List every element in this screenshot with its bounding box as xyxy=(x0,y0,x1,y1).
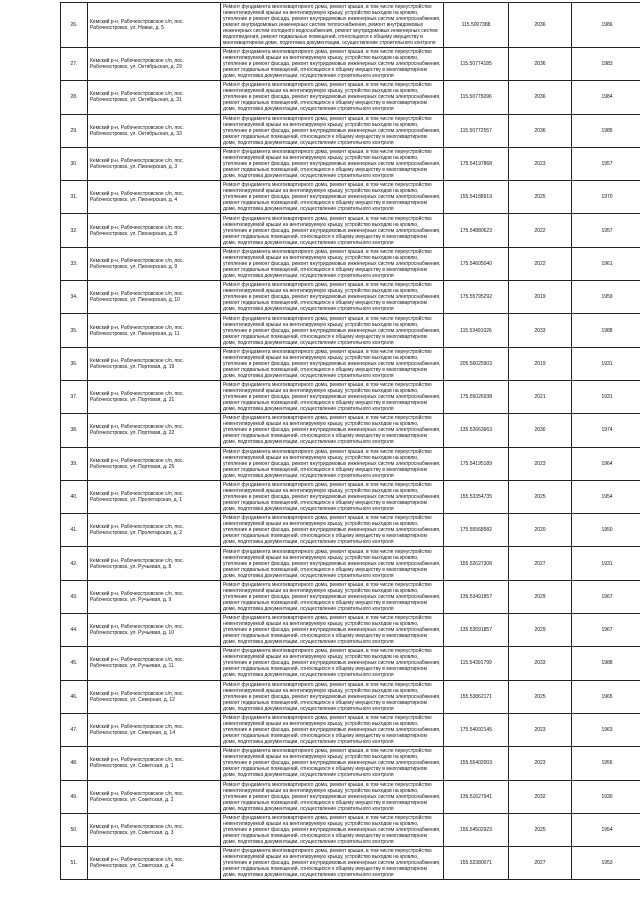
address-cell: Кемский р-н, Рабочеостровское с/п, пос. Рабочеостровск, ул. Пионерская, д. 11 xyxy=(88,314,221,347)
planned-year-cell: 2030 xyxy=(509,414,572,447)
cost-cell: 175.54197868 xyxy=(444,147,509,180)
works-cell: Ремонт фундамента многоквартирного дома, ремонт крыши, в том числе переустройство невентилируемой крыши на вентилируемую крышу, устройство выходов на кровлю, утепление и ремонт фасада, ремонт внутридомовых инженерных систем электроснабжения, ремонт подвальных помещений, относящихся к общему имуществу в многоквартирном доме, подготовка документации, осуществление строительного контроля xyxy=(221,347,444,380)
planned-year-cell: 2029 xyxy=(509,580,572,613)
address-cell: Кемский р-н, Рабочеостровское с/п, пос. Рабочеостровск, ул. Октябрьская, д. 33 xyxy=(88,114,221,147)
table-row xyxy=(61,314,640,347)
cost-cell: 175.54092145 xyxy=(444,713,509,746)
built-year-cell: 1983 xyxy=(572,48,640,81)
address-cell: Кемский р-н, Рабочеостровское с/п, пос. Рабочеостровск, ул. Портовая, д. 21 xyxy=(88,380,221,413)
cost-cell: 175.54605040 xyxy=(444,247,509,280)
registry-table xyxy=(60,2,640,880)
address-cell: Кемский р-н, Рабочеостровское с/п, пос. Рабочеостровск, ул. Пионерская, д. 10 xyxy=(88,281,221,314)
table-row xyxy=(61,480,640,513)
works-cell: Ремонт фундамента многоквартирного дома, ремонт крыши, в том числе переустройство невентилируемой крыши на вентилируемую крышу, устройство выходов на кровлю, утепление и ремонт фасада, ремонт внутридомовых инженерных систем электроснабжения, ремонт подвальных помещений, относящихся к общему имуществу в многоквартирном доме, подготовка документации, осуществление строительного контроля xyxy=(221,713,444,746)
built-year-cell: 1984 xyxy=(572,81,640,114)
address-cell: Кемский р-н, Рабочеостровское с/п, пос. Рабочеостровск, ул. Пионерская, д. 3 xyxy=(88,147,221,180)
planned-year-cell: 2033 xyxy=(509,314,572,347)
planned-year-cell: 2029 xyxy=(509,614,572,647)
table-row xyxy=(61,747,640,780)
row-number: 40. xyxy=(61,480,88,513)
planned-year-cell: 2019 xyxy=(509,281,572,314)
works-cell: Ремонт фундамента многоквартирного дома, ремонт крыши, в том числе переустройство невентилируемой крыши на вентилируемую крышу, устройство выходов на кровлю, утепление и ремонт фасада, ремонт внутридомовых инженерных систем электроснабжения, ремонт подвальных помещений, относящихся к общему имуществу в многоквартирном доме, подготовка документации, осуществление строительного контроля xyxy=(221,480,444,513)
cost-cell: 155.52380071 xyxy=(444,847,509,880)
planned-year-cell: 2036 xyxy=(509,114,572,147)
address-cell: Кемский р-н, Рабочеостровское с/п, пос. Рабочеостровск, ул. Новая, д. 5 xyxy=(88,3,221,48)
planned-year-cell: 2021 xyxy=(509,380,572,413)
address-cell: Кемский р-н, Рабочеостровское с/п, пос. Рабочеостровск, ул. Портовая, д. 22 xyxy=(88,414,221,447)
cost-cell: 175.55568582 xyxy=(444,514,509,547)
cost-cell: 175.55795292 xyxy=(444,281,509,314)
built-year-cell: 1930 xyxy=(572,780,640,813)
table-row xyxy=(61,414,640,447)
row-number: 47. xyxy=(61,713,88,746)
table-row xyxy=(61,713,640,746)
works-cell: Ремонт фундамента многоквартирного дома, ремонт крыши, в том числе переустройство невентилируемой крыши на вентилируемую крышу, устройство выходов на кровлю, утепление и ремонт фасада, ремонт внутридомовых инженерных систем электроснабжения, ремонт подвальных помещений, относящихся к общему имуществу в многоквартирном доме, подготовка документации, осуществление строительного контроля xyxy=(221,214,444,247)
works-cell: Ремонт фундамента многоквартирного дома, ремонт крыши, в том числе переустройство невентилируемой крыши на вентилируемую крышу, устройство выходов на кровлю, утепление и ремонт фасада, ремонт внутридомовых инженерных систем электроснабжения, ремонт подвальных помещений, относящихся к общему имуществу в многоквартирном доме, подготовка документации, осуществление строительного контроля xyxy=(221,114,444,147)
planned-year-cell: 2025 xyxy=(509,813,572,846)
table-row xyxy=(61,680,640,713)
row-number: 49. xyxy=(61,780,88,813)
planned-year-cell: 2025 xyxy=(509,680,572,713)
works-cell: Ремонт фундамента многоквартирного дома, ремонт крыши, в том числе переустройство невентилируемой крыши на вентилируемую крышу, устройство выходов на кровлю, утепление и ремонт фасада, ремонт внутридомовых инженерных систем электроснабжения, ремонт подвальных помещений, относящихся к общему имуществу в многоквартирном доме, подготовка документации, осуществление строительного контроля xyxy=(221,414,444,447)
built-year-cell: 1988 xyxy=(572,647,640,680)
planned-year-cell: 2025 xyxy=(509,480,572,513)
table-row xyxy=(61,547,640,580)
registry-table-body xyxy=(61,3,640,880)
built-year-cell: 1964 xyxy=(572,447,640,480)
address-cell: Кемский р-н, Рабочеостровское с/п, пос. Рабочеостровск, ул. Ручьевая, д. 9 xyxy=(88,580,221,613)
cost-cell: 115.54391799 xyxy=(444,647,509,680)
row-number: 32. xyxy=(61,214,88,247)
table-row xyxy=(61,181,640,214)
built-year-cell: 1967 xyxy=(572,614,640,647)
row-number: 46. xyxy=(61,680,88,713)
table-row xyxy=(61,447,640,480)
address-cell: Кемский р-н, Рабочеостровское с/п, пос. Рабочеостровск, ул. Ручьевая, д. 11 xyxy=(88,647,221,680)
row-number: 37. xyxy=(61,380,88,413)
address-cell: Кемский р-н, Рабочеостровское с/п, пос. Рабочеостровск, ул. Октябрьская, д. 29 xyxy=(88,48,221,81)
table-row xyxy=(61,780,640,813)
table-row xyxy=(61,214,640,247)
row-number: 29. xyxy=(61,114,88,147)
cost-cell: 115.50775096 xyxy=(444,81,509,114)
planned-year-cell: 2036 xyxy=(509,3,572,48)
built-year-cell: 1974 xyxy=(572,414,640,447)
cost-cell: 155.53862171 xyxy=(444,680,509,713)
row-number: 44. xyxy=(61,614,88,647)
works-cell: Ремонт фундамента многоквартирного дома, ремонт крыши, в том числе переустройство невентилируемой крыши на вентилируемую крышу, устройство выходов на кровлю, утепление и ремонт фасада, ремонт внутридомовых инженерных систем электроснабжения, ремонт подвальных помещений, относящихся к общему имуществу в многоквартирном доме, подготовка документации, осуществление строительного контроля xyxy=(221,747,444,780)
works-cell: Ремонт фундамента многоквартирного дома, ремонт крыши, в том числе переустройство невентилируемой крыши на вентилируемую крышу, устройство выходов на кровлю, утепление и ремонт фасада, ремонт внутридомовых инженерных систем электроснабжения, ремонт подвальных помещений, относящихся к общему имуществу в многоквартирном доме, подготовка документации, осуществление строительного контроля xyxy=(221,547,444,580)
cost-cell: 155.55402003 xyxy=(444,747,509,780)
address-cell: Кемский р-н, Рабочеостровское с/п, пос. Рабочеостровск, ул. Пионерская, д. 9 xyxy=(88,247,221,280)
works-cell: Ремонт фундамента многоквартирного дома, ремонт крыши, в том числе переустройство невентилируемой крыши на вентилируемую крышу, устройство выходов на кровлю, утепление и ремонт фасада, ремонт внутридомовых инженерных систем электроснабжения, ремонт подвальных помещений, относящихся к общему имуществу в многоквартирном доме, подготовка документации, осуществление строительного контроля xyxy=(221,780,444,813)
row-number: 36. xyxy=(61,347,88,380)
built-year-cell: 1970 xyxy=(572,181,640,214)
row-number: 45. xyxy=(61,647,88,680)
cost-cell: 155.54188919 xyxy=(444,181,509,214)
row-number: 38. xyxy=(61,414,88,447)
built-year-cell: 1988 xyxy=(572,314,640,347)
cost-cell: 135.52663663 xyxy=(444,414,509,447)
works-cell: Ремонт фундамента многоквартирного дома, ремонт крыши, в том числе переустройство невентилируемой крыши на вентилируемую крышу, устройство выходов на кровлю, утепление и ремонт фасада, ремонт внутридомовых инженерных систем электроснабжения, ремонт подвальных помещений, относящихся к общему имуществу в многоквартирном доме, подготовка документации, осуществление строительного контроля xyxy=(221,847,444,880)
address-cell: Кемский р-н, Рабочеостровское с/п, пос. Рабочеостровск, ул. Ручьевая, д. 10 xyxy=(88,614,221,647)
works-cell: Ремонт фундамента многоквартирного дома, ремонт крыши, в том числе переустройство невентилируемой крыши на вентилируемую крышу, устройство выходов на кровлю, утепление и ремонт фасада, ремонт внутридомовых инженерных систем электроснабжения, ремонт подвальных помещений, относящихся к общему имуществу в многоквартирном доме, подготовка документации, осуществление строительного контроля xyxy=(221,147,444,180)
cost-cell: 135.53591857 xyxy=(444,614,509,647)
planned-year-cell: 2020 xyxy=(509,514,572,547)
built-year-cell: 1950 xyxy=(572,514,640,547)
cost-cell: 135.53491857 xyxy=(444,580,509,613)
works-cell: Ремонт фундамента многоквартирного дома, ремонт крыши, в том числе переустройство невентилируемой крыши на вентилируемую крышу, устройство выходов на кровлю, утепление и ремонт фасада, ремонт внутридомовых инженерных систем электроснабжения, ремонт подвальных помещений, относящихся к общему имуществу в многоквартирном доме, подготовка документации, осуществление строительного контроля xyxy=(221,580,444,613)
built-year-cell: 1931 xyxy=(572,547,640,580)
built-year-cell: 1965 xyxy=(572,680,640,713)
built-year-cell: 1961 xyxy=(572,247,640,280)
row-number: 39. xyxy=(61,447,88,480)
address-cell: Кемский р-н, Рабочеостровское с/п, пос. Рабочеостровск, ул. Советская, д. 2 xyxy=(88,780,221,813)
address-cell: Кемский р-н, Рабочеостровское с/п, пос. Рабочеостровск, ул. Советская, д. 4 xyxy=(88,847,221,880)
cost-cell: 115.5007388 xyxy=(444,3,509,48)
works-cell: Ремонт фундамента многоквартирного дома, ремонт крыши, в том числе переустройство невентилируемой крыши на вентилируемую крышу, устройство выходов на кровлю, утепление и ремонт фасада, ремонт внутридомовых инженерных систем электроснабжения, ремонт подвальных помещений, относящихся к общему имуществу в многоквартирном доме, подготовка документации, осуществление строительного контроля xyxy=(221,813,444,846)
cost-cell: 115.50774185 xyxy=(444,48,509,81)
row-number: 43. xyxy=(61,580,88,613)
cost-cell: 155.52627308 xyxy=(444,547,509,580)
built-year-cell: 1967 xyxy=(572,580,640,613)
cost-cell: 175.55026938 xyxy=(444,380,509,413)
planned-year-cell: 2022 xyxy=(509,214,572,247)
built-year-cell: 1931 xyxy=(572,347,640,380)
built-year-cell: 1959 xyxy=(572,281,640,314)
works-cell: Ремонт фундамента многоквартирного дома, ремонт крыши, в том числе переустройство невентилируемой крыши на вентилируемую крышу, устройство выходов на кровлю, утепление и ремонт фасада, ремонт внутридомовых инженерных систем электроснабжения, ремонт подвальных помещений, относящихся к общему имуществу в многоквартирном доме, подготовка документации, осуществление строительного контроля xyxy=(221,281,444,314)
built-year-cell: 1963 xyxy=(572,713,640,746)
built-year-cell: 1957 xyxy=(572,147,640,180)
planned-year-cell: 2027 xyxy=(509,547,572,580)
built-year-cell: 1954 xyxy=(572,480,640,513)
cost-cell: 155.54502923 xyxy=(444,813,509,846)
works-cell: Ремонт фундамента многоквартирного дома, ремонт крыши, в том числе переустройство невентилируемой крыши на вентилируемую крышу, устройство выходов на кровлю, утепление и ремонт фасада, ремонт внутридомовых инженерных систем электроснабжения, ремонт внутридомовых инженерных систем теплоснабжения, ремонт внутридомовых инженерных систем холодного водоснабжения, ремонт внутридомовых инженерных систем водоотведения, ремонт подвальных помещений, относящихся к общему имуществу в многоквартирном доме, подготовка документации, осуществление строительного контроля xyxy=(221,3,444,48)
address-cell: Кемский р-н, Рабочеостровское с/п, пос. Рабочеостровск, ул. Октябрьская, д. 31 xyxy=(88,81,221,114)
table-row xyxy=(61,247,640,280)
row-number: 48. xyxy=(61,747,88,780)
row-number: 42. xyxy=(61,547,88,580)
address-cell: Кемский р-н, Рабочеостровское с/п, пос. Рабочеостровск, ул. Советская, д. 1 xyxy=(88,747,221,780)
cost-cell: 175.54195189 xyxy=(444,447,509,480)
row-number: 33. xyxy=(61,247,88,280)
planned-year-cell: 2032 xyxy=(509,780,572,813)
address-cell: Кемский р-н, Рабочеостровское с/п, пос. Рабочеостровск, ул. Портовая, д. 25 xyxy=(88,447,221,480)
cost-cell: 175.54880623 xyxy=(444,214,509,247)
table-row xyxy=(61,3,640,48)
planned-year-cell: 2023 xyxy=(509,713,572,746)
cost-cell: 205.56025903 xyxy=(444,347,509,380)
row-number: 30. xyxy=(61,147,88,180)
row-number: 34. xyxy=(61,281,88,314)
row-number: 50. xyxy=(61,813,88,846)
cost-cell: 135.51627941 xyxy=(444,780,509,813)
works-cell: Ремонт фундамента многоквартирного дома, ремонт крыши, в том числе переустройство невентилируемой крыши на вентилируемую крышу, устройство выходов на кровлю, утепление и ремонт фасада, ремонт внутридомовых инженерных систем электроснабжения, ремонт подвальных помещений, относящихся к общему имуществу в многоквартирном доме, подготовка документации, осуществление строительного контроля xyxy=(221,247,444,280)
table-row xyxy=(61,281,640,314)
address-cell: Кемский р-н, Рабочеостровское с/п, пос. Рабочеостровск, ул. Портовая, д. 19 xyxy=(88,347,221,380)
planned-year-cell: 2022 xyxy=(509,247,572,280)
table-row xyxy=(61,847,640,880)
table-row xyxy=(61,48,640,81)
works-cell: Ремонт фундамента многоквартирного дома, ремонт крыши, в том числе переустройство невентилируемой крыши на вентилируемую крышу, устройство выходов на кровлю, утепление и ремонт фасада, ремонт внутридомовых инженерных систем электроснабжения, ремонт подвальных помещений, относящихся к общему имуществу в многоквартирном доме, подготовка документации, осуществление строительного контроля xyxy=(221,680,444,713)
works-cell: Ремонт фундамента многоквартирного дома, ремонт крыши, в том числе переустройство невентилируемой крыши на вентилируемую крышу, устройство выходов на кровлю, утепление и ремонт фасада, ремонт внутридомовых инженерных систем электроснабжения, ремонт подвальных помещений, относящихся к общему имуществу в многоквартирном доме, подготовка документации, осуществление строительного контроля xyxy=(221,380,444,413)
table-row xyxy=(61,347,640,380)
table-row xyxy=(61,147,640,180)
address-cell: Кемский р-н, Рабочеостровское с/п, пос. Рабочеостровск, ул. Ручьевая, д. 8 xyxy=(88,547,221,580)
planned-year-cell: 2036 xyxy=(509,48,572,81)
row-number: 41. xyxy=(61,514,88,547)
row-number: 28. xyxy=(61,81,88,114)
table-row xyxy=(61,580,640,613)
built-year-cell: 1986 xyxy=(572,3,640,48)
planned-year-cell: 2033 xyxy=(509,647,572,680)
address-cell: Кемский р-н, Рабочеостровское с/п, пос. Рабочеостровск, ул. Северная, д. 14 xyxy=(88,713,221,746)
row-number: 35. xyxy=(61,314,88,347)
works-cell: Ремонт фундамента многоквартирного дома, ремонт крыши, в том числе переустройство невентилируемой крыши на вентилируемую крышу, устройство выходов на кровлю, утепление и ремонт фасада, ремонт внутридомовых инженерных систем электроснабжения, ремонт подвальных помещений, относящихся к общему имуществу в многоквартирном доме, подготовка документации, осуществление строительного контроля xyxy=(221,314,444,347)
works-cell: Ремонт фундамента многоквартирного дома, ремонт крыши, в том числе переустройство невентилируемой крыши на вентилируемую крышу, устройство выходов на кровлю, утепление и ремонт фасада, ремонт внутридомовых инженерных систем электроснабжения, ремонт подвальных помещений, относящихся к общему имуществу в многоквартирном доме, подготовка документации, осуществление строительного контроля xyxy=(221,48,444,81)
address-cell: Кемский р-н, Рабочеостровское с/п, пос. Рабочеостровск, ул. Пролетарская, д. 2 xyxy=(88,514,221,547)
address-cell: Кемский р-н, Рабочеостровское с/п, пос. Рабочеостровск, ул. Пионерская, д. 8 xyxy=(88,214,221,247)
built-year-cell: 1956 xyxy=(572,747,640,780)
works-cell: Ремонт фундамента многоквартирного дома, ремонт крыши, в том числе переустройство невентилируемой крыши на вентилируемую крышу, устройство выходов на кровлю, утепление и ремонт фасада, ремонт внутридомовых инженерных систем электроснабжения, ремонт подвальных помещений, относящихся к общему имуществу в многоквартирном доме, подготовка документации, осуществление строительного контроля xyxy=(221,647,444,680)
built-year-cell: 1953 xyxy=(572,847,640,880)
row-number: 51. xyxy=(61,847,88,880)
address-cell: Кемский р-н, Рабочеостровское с/п, пос. Рабочеостровск, ул. Пролетарская, д. 1 xyxy=(88,480,221,513)
built-year-cell: 1957 xyxy=(572,214,640,247)
works-cell: Ремонт фундамента многоквартирного дома, ремонт крыши, в том числе переустройство невентилируемой крыши на вентилируемую крышу, устройство выходов на кровлю, утепление и ремонт фасада, ремонт внутридомовых инженерных систем электроснабжения, ремонт подвальных помещений, относящихся к общему имуществу в многоквартирном доме, подготовка документации, осуществление строительного контроля xyxy=(221,514,444,547)
built-year-cell: 1985 xyxy=(572,114,640,147)
cost-cell: 155.53354735 xyxy=(444,480,509,513)
planned-year-cell: 2027 xyxy=(509,847,572,880)
row-number: 26. xyxy=(61,3,88,48)
planned-year-cell: 2036 xyxy=(509,81,572,114)
address-cell: Кемский р-н, Рабочеостровское с/п, пос. Рабочеостровск, ул. Пионерская, д. 4 xyxy=(88,181,221,214)
cost-cell: 115.53491026 xyxy=(444,314,509,347)
address-cell: Кемский р-н, Рабочеостровское с/п, пос. Рабочеостровск, ул. Советская, д. 3 xyxy=(88,813,221,846)
works-cell: Ремонт фундамента многоквартирного дома, ремонт крыши, в том числе переустройство невентилируемой крыши на вентилируемую крышу, устройство выходов на кровлю, утепление и ремонт фасада, ремонт внутридомовых инженерных систем электроснабжения, ремонт подвальных помещений, относящихся к общему имуществу в многоквартирном доме, подготовка документации, осуществление строительного контроля xyxy=(221,181,444,214)
table-row xyxy=(61,647,640,680)
planned-year-cell: 2023 xyxy=(509,747,572,780)
works-cell: Ремонт фундамента многоквартирного дома, ремонт крыши, в том числе переустройство невентилируемой крыши на вентилируемую крышу, устройство выходов на кровлю, утепление и ремонт фасада, ремонт внутридомовых инженерных систем электроснабжения, ремонт подвальных помещений, относящихся к общему имуществу в многоквартирном доме, подготовка документации, осуществление строительного контроля xyxy=(221,447,444,480)
table-row xyxy=(61,380,640,413)
planned-year-cell: 2023 xyxy=(509,147,572,180)
cost-cell: 115.50772557 xyxy=(444,114,509,147)
row-number: 27. xyxy=(61,48,88,81)
built-year-cell: 1931 xyxy=(572,380,640,413)
planned-year-cell: 2025 xyxy=(509,181,572,214)
works-cell: Ремонт фундамента многоквартирного дома, ремонт крыши, в том числе переустройство невентилируемой крыши на вентилируемую крышу, устройство выходов на кровлю, утепление и ремонт фасада, ремонт внутридомовых инженерных систем электроснабжения, ремонт подвальных помещений, относящихся к общему имуществу в многоквартирном доме, подготовка документации, осуществление строительного контроля xyxy=(221,81,444,114)
planned-year-cell: 2019 xyxy=(509,347,572,380)
planned-year-cell: 2023 xyxy=(509,447,572,480)
row-number: 31. xyxy=(61,181,88,214)
address-cell: Кемский р-н, Рабочеостровское с/п, пос. Рабочеостровск, ул. Северная, д. 12 xyxy=(88,680,221,713)
table-row xyxy=(61,813,640,846)
table-row xyxy=(61,81,640,114)
works-cell: Ремонт фундамента многоквартирного дома, ремонт крыши, в том числе переустройство невентилируемой крыши на вентилируемую крышу, устройство выходов на кровлю, утепление и ремонт фасада, ремонт внутридомовых инженерных систем электроснабжения, ремонт подвальных помещений, относящихся к общему имуществу в многоквартирном доме, подготовка документации, осуществление строительного контроля xyxy=(221,614,444,647)
table-row xyxy=(61,114,640,147)
built-year-cell: 1954 xyxy=(572,813,640,846)
table-row xyxy=(61,514,640,547)
table-row xyxy=(61,614,640,647)
